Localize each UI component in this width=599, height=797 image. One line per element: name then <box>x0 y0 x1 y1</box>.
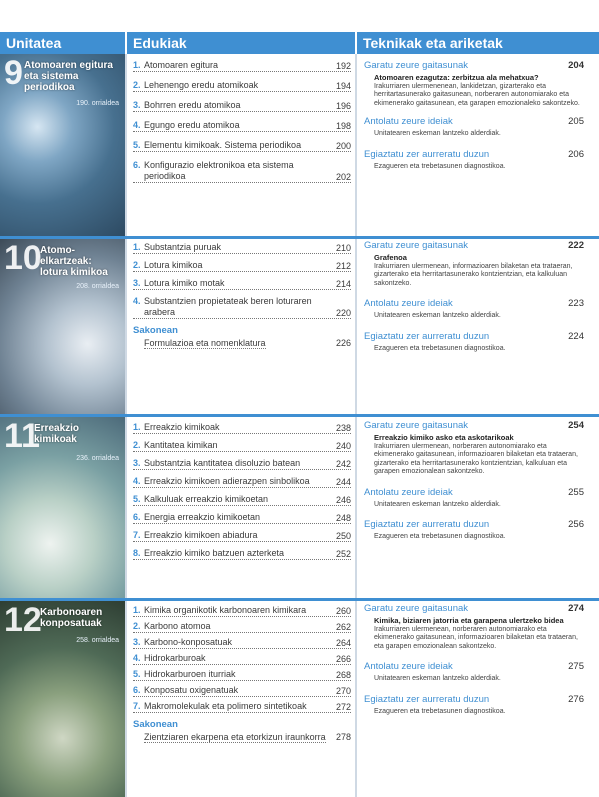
tech-label: Antolatu zeure ideiak <box>364 661 453 672</box>
toc-item[interactable] <box>133 548 351 560</box>
tech-desc: Irakurriaren ulermenean, norberaren autonomiarako eta ekimenerako gaitasunean, informazioaren bilaketan eta trataeran, eta garapen emozionalean sakontzeko. <box>374 625 578 650</box>
toc-item-text: Erreakzio kimikoen abiadura <box>133 530 351 542</box>
unit-12-toc <box>133 605 351 743</box>
toc-item-number: 8. <box>133 548 141 558</box>
toc-item[interactable] <box>133 422 351 434</box>
tech-desc: Unitatearen eskeman lantzeko alderdiak. <box>374 130 501 137</box>
unit-11-page-ref: 236. orrialdea <box>76 455 119 462</box>
tech-egiaztatu[interactable] <box>364 331 584 343</box>
toc-item[interactable] <box>133 160 351 183</box>
unit-10-number: 10 <box>4 239 42 277</box>
toc-item-page: 262 <box>335 622 351 632</box>
unit-12-techniques <box>364 597 584 716</box>
column-divider <box>125 54 127 797</box>
tech-page: 206 <box>568 148 584 160</box>
tech-page: 222 <box>568 240 584 251</box>
toc-item-number: 5. <box>133 669 141 679</box>
toc-item-number: 4. <box>133 653 141 663</box>
tech-page: 256 <box>568 519 584 530</box>
toc-item[interactable] <box>133 701 351 713</box>
toc-item-page: 264 <box>335 638 351 648</box>
toc-item[interactable] <box>133 605 351 617</box>
header-edukiak <box>127 32 355 54</box>
toc-item-page: 200 <box>335 141 351 151</box>
tech-label: Antolatu zeure ideiak <box>364 116 453 127</box>
tech-title: Kimika, biziaren jatorria eta garapena ulertzeko bidea <box>374 616 564 625</box>
toc-item[interactable] <box>133 669 351 681</box>
toc-item-page: 246 <box>335 495 351 505</box>
tech-page: 255 <box>568 486 584 498</box>
tech-title: Erreakzio kimiko asko eta askotarikoak <box>374 433 514 442</box>
tech-title: Atomoaren ezagutza: zerbitzua ala mehatxua? <box>374 73 539 82</box>
unit-10-page-ref: 208. orrialdea <box>76 283 119 290</box>
tech-antolatu[interactable] <box>364 298 584 310</box>
toc-item-text: Konfigurazio elektronikoa eta sistema periodikoa <box>133 160 351 183</box>
tech-desc: Unitatearen eskeman lantzeko alderdiak. <box>374 500 501 508</box>
tech-antolatu[interactable] <box>364 661 584 673</box>
toc-item-page: 266 <box>335 654 351 664</box>
tech-label: Egiaztatu zer aurreratu duzun <box>364 693 490 705</box>
unit-11-toc <box>133 422 351 564</box>
toc-item-text: Lotura kimikoa <box>133 260 351 272</box>
toc-item-number: 3. <box>133 100 141 110</box>
tech-egiaztatu[interactable] <box>364 694 584 706</box>
sakonean-page: 278 <box>335 732 351 742</box>
tech-desc: Unitatearen eskeman lantzeko alderdiak. <box>374 675 501 682</box>
toc-item[interactable] <box>133 685 351 697</box>
tech-label: Egiaztatu zer aurreratu duzun <box>364 148 490 160</box>
toc-item-number: 6. <box>133 160 141 170</box>
tech-description <box>364 434 584 477</box>
tech-label: Garatu zeure gaitasunak <box>364 240 469 251</box>
sakonean-text: Zientziaren ekarpena eta etorkizun iraunkorra <box>144 732 326 742</box>
unit-11-banner[interactable] <box>0 417 125 598</box>
toc-item-number: 2. <box>133 440 141 450</box>
toc-item[interactable] <box>133 494 351 506</box>
unit-10-banner[interactable] <box>0 239 125 414</box>
unit-11-techniques <box>364 414 584 542</box>
sakonean-heading: Sakonean <box>133 719 178 730</box>
toc-item[interactable] <box>133 512 351 524</box>
sakonean-text: Formulazioa eta nomenklatura <box>144 338 266 348</box>
unit-9-page-ref: 190. orrialdea <box>76 100 119 107</box>
toc-item[interactable] <box>133 120 351 132</box>
toc-item-text: Energia erreakzio kimikoetan <box>133 512 351 524</box>
unit-9-banner[interactable] <box>0 54 125 236</box>
toc-item[interactable] <box>133 637 351 649</box>
tech-egiaztatu[interactable] <box>364 149 584 161</box>
tech-page: 276 <box>568 693 584 705</box>
unit-12-banner[interactable] <box>0 601 125 797</box>
tech-garatu[interactable] <box>364 240 584 252</box>
toc-item[interactable] <box>133 278 351 290</box>
toc-item-page: 198 <box>335 121 351 131</box>
tech-label: Egiaztatu zer aurreratu duzun <box>364 330 490 342</box>
toc-item-page: 248 <box>335 513 351 523</box>
toc-item[interactable] <box>133 458 351 470</box>
tech-desc: Ezagueren eta trebetasunen diagnostikoa. <box>374 707 506 715</box>
toc-item-page: 196 <box>335 101 351 111</box>
unit-9-title: Atomoaren egitura eta sistema periodikoa <box>24 60 113 93</box>
toc-item-page: 202 <box>335 172 351 182</box>
tech-label: Antolatu zeure ideiak <box>364 486 453 498</box>
tech-page: 274 <box>568 603 584 614</box>
header-edukiak-label: Edukiak <box>133 35 187 51</box>
tech-label: Antolatu zeure ideiak <box>364 298 453 309</box>
toc-item-text: Elementu kimikoak. Sistema periodikoa <box>133 140 351 152</box>
toc-item-page: 244 <box>335 477 351 487</box>
sakonean-page: 226 <box>335 338 351 348</box>
unit-11-number: 11 <box>4 417 40 455</box>
toc-item-text: Erreakzio kimiko batzuen azterketa <box>133 548 351 560</box>
toc-item-text: Lehenengo eredu atomikoak <box>133 80 351 92</box>
tech-label: Garatu zeure gaitasunak <box>364 420 469 431</box>
toc-item-text: Bohrren eredu atomikoa <box>133 100 351 112</box>
tech-description <box>364 74 584 108</box>
tech-garatu[interactable] <box>364 420 584 432</box>
unit-12-page-ref: 258. orrialdea <box>76 637 119 644</box>
toc-item-page: 210 <box>335 243 351 253</box>
sakonean-item[interactable] <box>133 338 351 349</box>
tech-description <box>364 675 584 684</box>
tech-title: Grafenoa <box>374 253 407 262</box>
toc-item-text: Substantzien propietateak beren loturaren arabera <box>133 296 351 319</box>
tech-description <box>364 345 584 354</box>
tech-page: 224 <box>568 330 584 342</box>
unit-9-toc <box>133 60 351 187</box>
tech-description <box>364 533 584 542</box>
tech-desc: Ezagueren eta trebetasunen diagnostikoa. <box>374 344 506 352</box>
unit-9-techniques <box>364 54 584 171</box>
toc-item[interactable] <box>133 60 351 72</box>
toc-item-number: 1. <box>133 242 141 252</box>
header-unitatea-label: Unitatea <box>6 35 62 51</box>
column-divider <box>355 54 357 797</box>
toc-item-page: 250 <box>335 531 351 541</box>
toc-item-page: 194 <box>335 81 351 91</box>
tech-description <box>364 312 584 321</box>
tech-label: Garatu zeure gaitasunak <box>364 603 469 614</box>
tech-antolatu[interactable] <box>364 116 584 128</box>
tech-label: Egiaztatu zer aurreratu duzun <box>364 519 490 530</box>
tech-desc: Irakurriaren ulermenean, informazioaren bilaketan eta trataeran, gizarterako eta herritartasunerako kontzientzian, eta kalkuluan sakontzeko. <box>374 262 573 287</box>
tech-description <box>364 163 584 172</box>
toc-item-page: 272 <box>335 702 351 712</box>
unit-10-title: Atomo-elkartzeak: lotura kimikoa <box>40 245 108 278</box>
tech-desc: Irakurriaren ulermenean, norberaren autonomiarako eta ekimenerako gaitasunean, informazioaren bilaketan eta trataeran, gizarterako eta herritartasunerako kontzientzian, kalkuluan eta garapen emozionalean sakontzeko. <box>374 442 578 475</box>
header-teknikak-label: Teknikak eta ariketak <box>363 35 503 51</box>
toc-item[interactable] <box>133 80 351 92</box>
toc-item-text: Hidrokarburoen iturriak <box>133 669 351 681</box>
toc-item[interactable] <box>133 476 351 488</box>
tech-description <box>364 501 584 510</box>
unit-9-number: 9 <box>4 54 23 92</box>
toc-item-text: Lotura kimiko motak <box>133 278 351 290</box>
toc-item-page: 270 <box>335 686 351 696</box>
toc-item-text: Kimika organikotik karbonoaren kimikara <box>133 605 351 617</box>
toc-item-number: 4. <box>133 120 141 130</box>
tech-page: 205 <box>568 116 584 127</box>
unit-11-title: Erreakzio kimikoak <box>34 423 80 445</box>
toc-item-number: 5. <box>133 140 141 150</box>
toc-item[interactable] <box>133 530 351 542</box>
toc-item-text: Substantzia puruak <box>133 242 351 254</box>
tech-description <box>364 708 584 717</box>
tech-description <box>364 617 584 651</box>
toc-item-number: 4. <box>133 296 141 306</box>
header-unitatea <box>0 32 125 54</box>
toc-item-text: Makromolekulak eta polimero sintetikoak <box>133 701 351 713</box>
tech-label: Garatu zeure gaitasunak <box>364 60 469 71</box>
toc-item-page: 220 <box>335 308 351 318</box>
toc-item-text: Karbono-konposatuak <box>133 637 351 649</box>
toc-item[interactable] <box>133 653 351 665</box>
toc-item-number: 6. <box>133 685 141 695</box>
toc-item-text: Kantitatea kimikan <box>133 440 351 452</box>
toc-item-number: 5. <box>133 494 141 504</box>
toc-item-page: 240 <box>335 441 351 451</box>
tech-garatu[interactable] <box>364 603 584 615</box>
tech-desc: Ezagueren eta trebetasunen diagnostikoa. <box>374 533 506 540</box>
tech-desc: Unitatearen eskeman lantzeko alderdiak. <box>374 312 501 319</box>
toc-item[interactable] <box>133 296 351 319</box>
toc-item-number: 3. <box>133 458 141 468</box>
toc-item-page: 268 <box>335 670 351 680</box>
tech-page: 254 <box>568 420 584 431</box>
toc-item-number: 1. <box>133 60 141 70</box>
toc-item-text: Substantzia kantitatea disoluzio batean <box>133 458 351 470</box>
toc-item-text: Erreakzio kimikoen adierazpen sinbolikoa <box>133 476 351 488</box>
toc-item-number: 2. <box>133 80 141 90</box>
toc-item[interactable] <box>133 440 351 452</box>
unit-12-number: 12 <box>4 601 42 639</box>
toc-item-page: 260 <box>335 606 351 616</box>
unit-12-title: Karbonoaren konposatuak <box>40 607 103 629</box>
toc-item-number: 4. <box>133 476 141 486</box>
tech-page: 223 <box>568 298 584 309</box>
tech-description <box>364 254 584 288</box>
toc-item-number: 2. <box>133 621 141 631</box>
toc-item-page: 212 <box>335 261 351 271</box>
tech-page: 204 <box>568 60 584 71</box>
tech-desc: Ezagueren eta trebetasunen diagnostikoa. <box>374 162 506 170</box>
toc-item-number: 7. <box>133 701 141 711</box>
toc-item-text: Erreakzio kimikoak <box>133 422 351 434</box>
unit-10-techniques <box>364 234 584 353</box>
toc-item-number: 3. <box>133 278 141 288</box>
sakonean-heading: Sakonean <box>133 325 178 336</box>
toc-item-page: 192 <box>335 61 351 71</box>
toc-item-number: 1. <box>133 605 141 615</box>
tech-antolatu[interactable] <box>364 487 584 499</box>
toc-item-text: Konposatu oxigenatuak <box>133 685 351 697</box>
toc-item-page: 242 <box>335 459 351 469</box>
toc-item-number: 6. <box>133 512 141 522</box>
toc-item-page: 238 <box>335 423 351 433</box>
toc-item[interactable] <box>133 260 351 272</box>
toc-item-text: Kalkuluak erreakzio kimikoetan <box>133 494 351 506</box>
toc-item-text: Atomoaren egitura <box>133 60 351 72</box>
toc-item[interactable] <box>133 621 351 633</box>
tech-desc: Irakurriaren ulermenenean, lankidetzan, gizarterako eta herritartasunerako gaitasunean, norberaren autonomiarako eta ekimenerako gaitasunean, eta garapen emozionaleko sakontzeko. <box>374 82 580 107</box>
tech-page: 275 <box>568 661 584 672</box>
sakonean-item[interactable] <box>133 732 351 743</box>
toc-item[interactable] <box>133 242 351 254</box>
toc-item-text: Karbono atomoa <box>133 621 351 633</box>
toc-item-page: 214 <box>335 279 351 289</box>
toc-item-text: Egungo eredu atomikoa <box>133 120 351 132</box>
toc-item-number: 2. <box>133 260 141 270</box>
toc-item-page: 252 <box>335 549 351 559</box>
toc-item[interactable] <box>133 140 351 152</box>
header-teknikak <box>357 32 599 54</box>
tech-description <box>364 130 584 139</box>
toc-item-number: 7. <box>133 530 141 540</box>
toc-item-number: 1. <box>133 422 141 432</box>
toc-item-text: Hidrokarburoak <box>133 653 351 665</box>
tech-egiaztatu[interactable] <box>364 519 584 531</box>
tech-garatu[interactable] <box>364 60 584 72</box>
toc-item[interactable] <box>133 100 351 112</box>
unit-10-toc <box>133 242 351 349</box>
toc-item-number: 3. <box>133 637 141 647</box>
